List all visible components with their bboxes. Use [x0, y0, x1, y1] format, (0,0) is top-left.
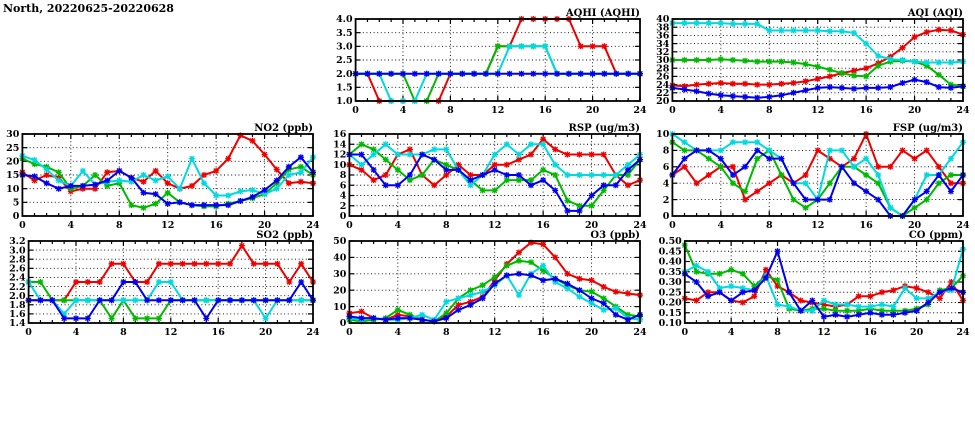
x-tick-label: 4	[727, 327, 735, 338]
y-tick-label: 1.8	[9, 299, 26, 311]
y-tick-label: 0.40	[658, 256, 682, 268]
y-tick-label: 10	[333, 301, 347, 313]
y-tick-label: 1.4	[9, 318, 26, 330]
chart-aqhi	[331, 6, 653, 124]
y-tick-label: 1.6	[9, 309, 26, 321]
y-tick-label: 10	[333, 159, 347, 171]
x-tick-label: 24	[956, 220, 970, 231]
y-tick-label: 2	[339, 200, 347, 212]
y-tick-label: 36	[656, 30, 670, 42]
x-tick-label: 4	[399, 105, 407, 116]
x-tick-label: 20	[584, 220, 599, 231]
x-tick-label: 16	[859, 220, 873, 231]
y-tick-label: 4.0	[336, 14, 353, 26]
chart-title-fsp: FSP (ug/m3)	[892, 123, 963, 134]
x-tick-label: 20	[907, 105, 922, 116]
x-tick-label: 8	[765, 105, 773, 116]
y-tick-label: 26	[656, 71, 670, 83]
x-tick-label: 0	[669, 105, 676, 116]
y-tick-label: 20	[333, 285, 347, 297]
chart-so2	[4, 228, 326, 346]
x-tick-label: 4	[717, 220, 725, 231]
y-tick-label: 0.20	[658, 297, 682, 309]
y-tick-label: 20	[6, 156, 20, 168]
rsp-series-blue-markers	[346, 152, 643, 214]
chart-rsp	[331, 121, 653, 239]
x-tick-label: 24	[956, 327, 970, 338]
chart-title-aqhi: AQHI (AQHI)	[565, 8, 640, 19]
x-tick-label: 20	[910, 327, 924, 338]
x-tick-label: 8	[120, 327, 127, 338]
y-tick-label: 22	[656, 88, 670, 99]
chart-title-rsp: RSP (ug/m3)	[568, 123, 640, 134]
y-tick-label: 2	[662, 194, 670, 206]
x-tick-label: 24	[306, 327, 320, 338]
y-tick-label: 0	[339, 211, 347, 223]
y-tick-label: 30	[333, 269, 347, 280]
chart-fsp	[654, 121, 975, 239]
y-tick-label: 30	[656, 55, 670, 67]
chart-title-co: CO (ppm)	[908, 230, 963, 241]
x-tick-label: 0	[346, 327, 353, 338]
y-tick-label: 8	[339, 170, 347, 182]
y-tick-label: 6	[339, 180, 347, 192]
y-tick-label: 0.30	[658, 277, 682, 289]
y-tick-label: 3.5	[336, 27, 353, 39]
x-tick-label: 8	[774, 327, 781, 338]
x-tick-label: 20	[584, 327, 599, 338]
chart-co-svg	[654, 228, 975, 342]
y-tick-label: 10	[656, 129, 670, 141]
x-tick-label: 12	[161, 220, 175, 231]
y-tick-label: 0.45	[658, 246, 682, 258]
y-tick-label: 3.0	[9, 245, 26, 257]
y-tick-label: 2.8	[9, 254, 26, 266]
y-tick-label: 0.25	[658, 287, 682, 299]
x-tick-label: 4	[717, 105, 725, 116]
y-tick-label: 30	[6, 129, 20, 141]
x-tick-label: 20	[585, 105, 600, 116]
x-tick-label: 12	[488, 220, 502, 231]
x-tick-label: 24	[306, 220, 320, 231]
x-tick-label: 16	[209, 220, 223, 231]
chart-o3	[331, 228, 653, 346]
y-tick-label: 1.5	[336, 82, 353, 94]
y-tick-label: 4	[339, 190, 347, 202]
y-tick-label: 32	[656, 47, 670, 58]
fsp-series-cyan-markers	[669, 131, 966, 219]
x-tick-label: 12	[817, 327, 831, 338]
page-title: North, 20220625-20220628	[3, 2, 174, 15]
x-tick-label: 16	[536, 327, 550, 338]
y-tick-label: 50	[333, 236, 347, 248]
y-tick-label: 40	[656, 14, 670, 26]
y-tick-label: 2.6	[9, 263, 26, 275]
chart-title-so2: SO2 (ppb)	[256, 230, 313, 241]
x-tick-label: 8	[765, 220, 773, 231]
y-tick-label: 16	[333, 129, 347, 141]
y-tick-label: 0	[662, 211, 670, 223]
y-tick-label: 12	[333, 149, 347, 161]
x-tick-label: 4	[67, 220, 75, 231]
x-tick-label: 12	[491, 105, 505, 116]
x-tick-label: 8	[442, 327, 450, 338]
y-tick-label: 20	[656, 96, 670, 108]
y-tick-label: 0.15	[658, 307, 682, 319]
x-tick-label: 0	[669, 220, 676, 231]
x-tick-label: 12	[164, 327, 178, 338]
x-tick-label: 0	[352, 105, 359, 116]
x-tick-label: 24	[633, 220, 647, 231]
x-tick-label: 8	[447, 105, 454, 116]
x-tick-label: 0	[681, 327, 689, 338]
x-tick-label: 4	[394, 327, 402, 338]
chart-fsp-svg	[654, 121, 975, 235]
chart-title-o3: O3 (ppb)	[590, 230, 640, 241]
y-tick-label: 5	[12, 197, 20, 209]
chart-no2-svg	[4, 121, 326, 235]
y-tick-label: 14	[333, 139, 347, 151]
chart-aqi-svg	[654, 6, 975, 120]
y-tick-label: 28	[656, 63, 670, 75]
x-tick-label: 20	[258, 327, 273, 338]
y-tick-label: 10	[6, 183, 20, 195]
aqi-series-red-markers	[669, 27, 966, 89]
x-tick-label: 24	[956, 105, 970, 116]
x-tick-label: 0	[25, 327, 32, 338]
y-tick-label: 6	[662, 162, 670, 173]
y-tick-label: 2.0	[336, 68, 353, 80]
y-tick-label: 2.5	[336, 55, 353, 67]
y-tick-label: 24	[656, 79, 670, 91]
y-tick-label: 2.4	[9, 272, 26, 284]
x-tick-label: 16	[211, 327, 225, 338]
x-tick-label: 24	[633, 105, 647, 116]
y-tick-label: 0	[12, 211, 20, 223]
y-tick-label: 3.2	[9, 236, 26, 248]
y-tick-label: 3.0	[336, 41, 353, 53]
chart-o3-svg	[331, 228, 653, 342]
chart-title-aqi: AQI (AQI)	[907, 8, 963, 19]
y-tick-label: 2.0	[9, 290, 26, 302]
chart-aqhi-svg	[331, 6, 653, 120]
y-tick-label: 4	[662, 178, 670, 190]
y-tick-label: 0	[339, 318, 347, 330]
x-tick-label: 8	[115, 220, 123, 231]
x-tick-label: 4	[394, 220, 402, 231]
x-tick-label: 16	[859, 105, 873, 116]
x-tick-label: 0	[346, 220, 353, 231]
x-tick-label: 0	[19, 220, 26, 231]
y-tick-label: 0.50	[658, 236, 682, 248]
y-tick-label: 2.2	[9, 281, 26, 293]
x-tick-label: 4	[72, 327, 80, 338]
chart-rsp-svg	[331, 121, 653, 235]
y-tick-label: 38	[656, 22, 670, 34]
y-tick-label: 40	[333, 252, 347, 264]
chart-co	[654, 228, 975, 346]
y-tick-label: 8	[662, 145, 670, 157]
x-tick-label: 8	[442, 220, 450, 231]
y-tick-label: 15	[6, 170, 20, 182]
x-tick-label: 12	[811, 105, 825, 116]
x-tick-label: 16	[863, 327, 877, 338]
y-tick-label: 1.0	[336, 96, 353, 108]
x-tick-label: 16	[536, 220, 550, 231]
chart-so2-svg	[4, 228, 326, 342]
chart-no2	[4, 121, 326, 239]
x-tick-label: 12	[811, 220, 825, 231]
y-tick-label: 25	[6, 142, 20, 154]
x-tick-label: 24	[633, 327, 647, 338]
chart-aqi	[654, 6, 975, 124]
x-tick-label: 20	[257, 220, 272, 231]
y-tick-label: 34	[656, 38, 670, 50]
aqi-series-green-line	[672, 59, 963, 86]
x-tick-label: 12	[488, 327, 502, 338]
y-tick-label: 0.10	[658, 318, 682, 330]
y-tick-label: 0.35	[658, 266, 682, 278]
x-tick-label: 20	[907, 220, 922, 231]
x-tick-label: 16	[538, 105, 552, 116]
chart-title-no2: NO2 (ppb)	[254, 123, 313, 134]
